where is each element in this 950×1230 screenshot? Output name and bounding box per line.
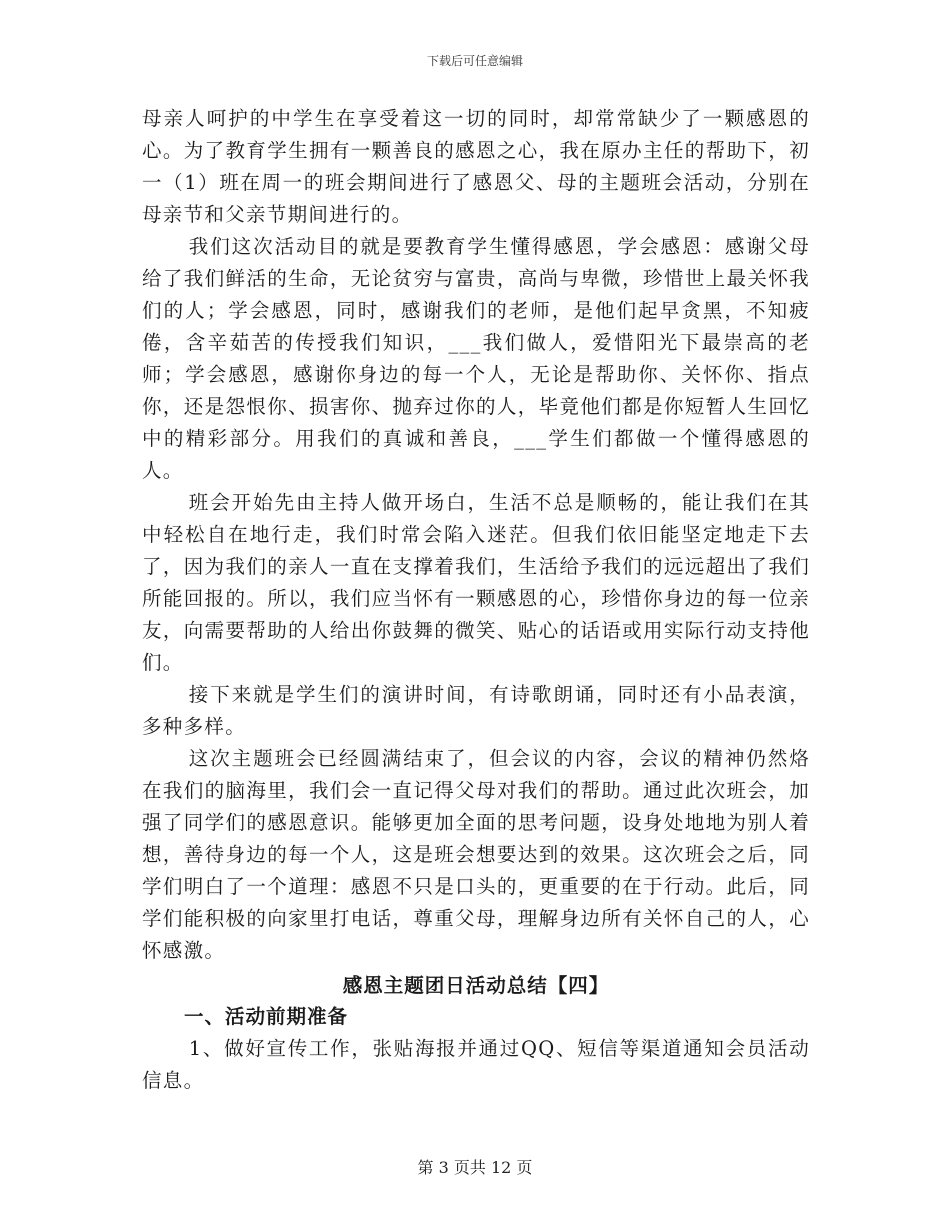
page-footer: 第 3 页共 12 页 (417, 1158, 533, 1177)
page-header: 下载后可任意编辑 (426, 54, 523, 68)
subheading: 一、活动前期准备 (184, 1005, 349, 1028)
paragraph-5: 这次主题班会已经圆满结束了，但会议的内容，会议的精神仍然烙在我们的脑海里，我们会一直记得父母对我们的帮助。通过此次班会，加强了同学们的感恩意识。能够更加全面的思考问题，设身处地地为别人着想，善待身边的每一个人，这是班会想要达到的效果。这次班会之后，同学们明白了一个道理：感恩不只是口头的，更重要的在于行动。此后，同学们能积极的向家里打电话，尊重父母，理解身边所有关怀自己的人，心怀感激。 (142, 747, 810, 962)
paragraph-4: 接下来就是学生们的演讲时间，有诗歌朗诵，同时还有小品表演，多种多样。 (142, 683, 810, 738)
document-body (142, 103, 810, 1097)
paragraph-6: 1、做好宣传工作，张贴海报并通过QQ、短信等渠道通知会员活动信息。 (142, 1037, 810, 1092)
paragraph-3: 班会开始先由主持人做开场白，生活不总是顺畅的，能让我们在其中轻松自在地行走，我们时常会陷入迷茫。但我们依旧能坚定地走下去了，因为我们的亲人一直在支撑着我们，生活给予我们的远远超出了我们所能回报的。所以，我们应当怀有一颗感恩的心，珍惜你身边的每一位亲友，向需要帮助的人给出你鼓舞的微笑、贴心的话语或用实际行动支持他们。 (142, 491, 810, 674)
paragraph-1: 母亲人呵护的中学生在享受着这一切的同时，却常常缺少了一颗感恩的心。为了教育学生拥有一颗善良的感恩之心，我在原办主任的帮助下，初一（1）班在周一的班会期间进行了感恩父、母的主题班会活动，分别在母亲节和父亲节期间进行的。 (142, 107, 810, 226)
paragraph-2: 我们这次活动目的就是要教育学生懂得感恩，学会感恩：感谢父母给了我们鲜活的生命，无论贫穷与富贵，高尚与卑微，珍惜世上最关怀我们的人；学会感恩，同时，感谢我们的老师，是他们起早贪黑，不知疲倦，含辛茹苦的传授我们知识，___我们做人，爱惜阳光下最崇高的老师；学会感恩，感谢你身边的每一个人，无论是帮助你、关怀你、指点你，还是怨恨你、损害你、抛弃过你的人，毕竟他们都是你短暂人生回忆中的精彩部分。用我们的真诚和善良，___学生们都做一个懂得感恩的人。 (142, 235, 810, 482)
section-title: 感恩主题团日活动总结【四】 (342, 974, 610, 997)
